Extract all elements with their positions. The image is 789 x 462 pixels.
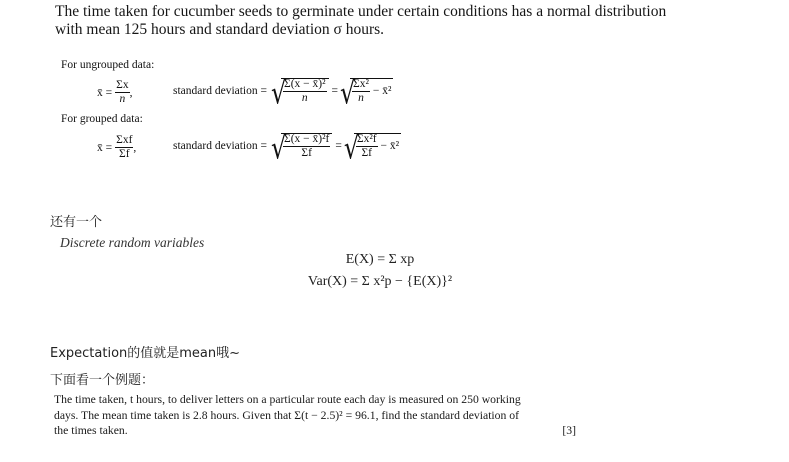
sqrt-1: √ $\frac{\text{Σ(x − x̄)²f}}{\Sigma f}$	[272, 133, 332, 159]
grouped-sd-formula: standard deviation = √ $\frac{\text{Σ(x − x̄)²f}}{\Sigma f}$ = √ $\frac{\text{Σx²f}}{\Sigma f}$ − x̄²	[173, 133, 401, 159]
expectation-formula: E(X) = Σ xp	[345, 252, 415, 267]
note-expectation-mean: Expectation的值就是mean哦~	[50, 346, 241, 361]
note-also-one: 还有一个	[50, 215, 103, 230]
note-example-intro: 下面看一个例题：	[50, 373, 155, 388]
ungrouped-mean-formula: x̄ = $\frac{\Sigma x}{n}$ ,	[97, 79, 133, 105]
sqrt-1: √ $\frac{\text{Σ(x − x̄)²}}{n}$	[272, 78, 329, 104]
sd-label: standard deviation =	[173, 140, 267, 152]
mean-fraction: $\frac{\text{Σxf}}{\Sigma f}$	[116, 134, 133, 160]
mean-lhs: x̄ =	[97, 141, 113, 154]
example-line-3: the times taken.	[54, 424, 128, 437]
ungrouped-label: For ungrouped data:	[61, 59, 155, 71]
discrete-heading: Discrete random variables	[60, 235, 205, 250]
statement-line-2: with mean 125 hours and standard deviation σ hours.	[55, 21, 385, 38]
example-line-2: days. The mean time taken is 2.8 hours. Given that Σ(t − 2.5)² = 96.1, find the standard deviation of	[54, 408, 520, 422]
example-line-1: The time taken, t hours, to deliver letters on a particular route each day is measured on 250 working	[54, 393, 521, 406]
variance-formula: Var(X) = Σ x²p − {E(X)}²	[307, 274, 453, 289]
marks-label: [3]	[562, 424, 576, 437]
grouped-mean-formula: x̄ = $\frac{\text{Σxf}}{\Sigma f}$ ,	[97, 134, 137, 160]
example-problem	[54, 392, 576, 439]
sqrt-2: √ $\frac{\text{Σx²}}{n}$ − x̄²	[341, 78, 393, 104]
sqrt-2: √ $\frac{\text{Σx²f}}{\Sigma f}$ − x̄²	[345, 133, 401, 159]
problem-statement	[55, 3, 755, 39]
ungrouped-sd-formula: standard deviation = √ $\frac{\text{Σ(x − x̄)²}}{n}$ = √ $\frac{\text{Σx²}}{n}$ − x̄²	[173, 78, 393, 104]
grouped-label: For grouped data:	[61, 113, 143, 125]
statement-line-1: The time taken for cucumber seeds to germinate under certain conditions has a normal distribution	[55, 3, 667, 20]
mean-fraction: $\frac{\Sigma x}{n}$	[116, 79, 129, 105]
mean-lhs: x̄ =	[97, 86, 113, 99]
sd-label: standard deviation =	[173, 85, 267, 97]
